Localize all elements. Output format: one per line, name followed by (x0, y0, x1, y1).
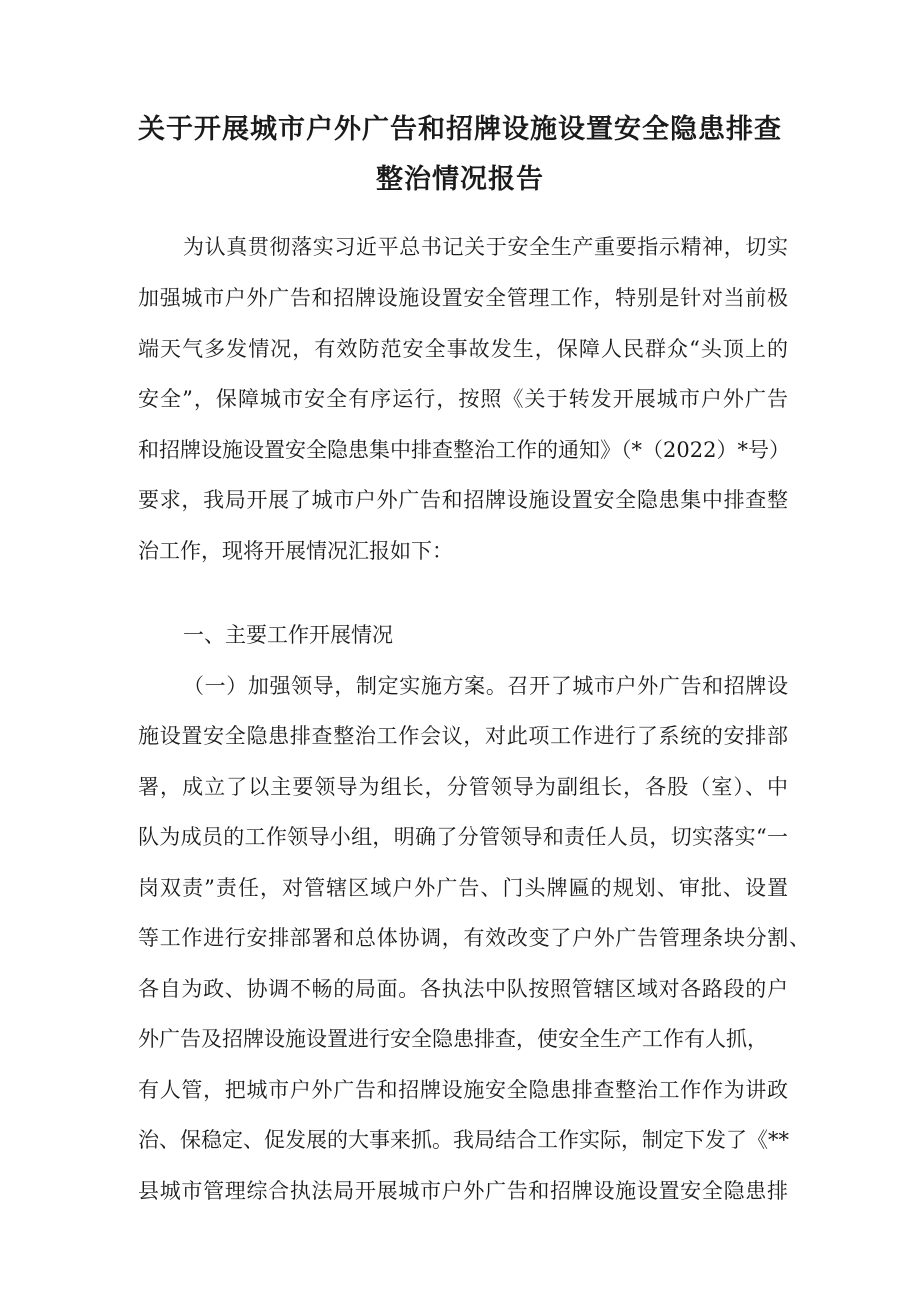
paragraph-line: （一）加强领导，制定实施方案。召开了城市户外广告和招牌设 (183, 674, 788, 698)
section-heading: 一、主要工作开展情况 (183, 623, 393, 647)
paragraph-line: 岗双责”责任，对管辖区域户外广告、门头牌匾的规划、审批、设置 (138, 876, 788, 900)
paragraph-line: 和招牌设施设置安全隐患集中排查整治工作的通知》（*（2022）*号） (138, 438, 790, 462)
paragraph-line: 有人管，把城市户外广告和招牌设施安全隐患排查整治工作作为讲政 (138, 1078, 788, 1102)
paragraph-line: 为认真贯彻落实习近平总书记关于安全生产重要指示精神，切实 (183, 235, 788, 259)
paragraph-line: 治、保稳定、促发展的大事来抓。我局结合工作实际，制定下发了《** (138, 1128, 789, 1152)
paragraph-line: 等工作进行安排部署和总体协调，有效改变了户外广告管理条块分割、 (138, 926, 810, 950)
document-title-line-1: 关于开展城市户外广告和招牌设施设置安全隐患排查 (138, 114, 782, 145)
paragraph-line: 各自为政、协调不畅的局面。各执法中队按照管辖区域对各路段的户 (138, 977, 788, 1001)
paragraph-line: 署，成立了以主要领导为组长，分管领导为副组长，各股（室）、中 (138, 775, 788, 799)
paragraph-line: 加强城市户外广告和招牌设施设置安全管理工作，特别是针对当前极 (138, 286, 788, 310)
paragraph-line: 队为成员的工作领导小组，明确了分管领导和责任人员，切实落实“一 (138, 825, 788, 849)
document-title-line-2: 整治情况报告 (376, 164, 544, 195)
paragraph-line: 县城市管理综合执法局开展城市户外广告和招牌设施设置安全隐患排 (138, 1179, 788, 1203)
paragraph-line: 治工作，现将开展情况汇报如下： (138, 539, 453, 563)
paragraph-line: 安全”，保障城市安全有序运行，按照《关于转发开展城市户外广告 (138, 387, 788, 411)
paragraph-line: 外广告及招牌设施设置进行安全隐患排查，使安全生产工作有人抓， (138, 1027, 768, 1051)
paragraph-line: 要求，我局开展了城市户外广告和招牌设施设置安全隐患集中排查整 (138, 488, 788, 512)
paragraph-line: 端天气多发情况，有效防范安全事故发生，保障人民群众“头顶上的 (138, 337, 788, 361)
paragraph-line: 施设置安全隐患排查整治工作会议，对此项工作进行了系统的安排部 (138, 724, 788, 748)
